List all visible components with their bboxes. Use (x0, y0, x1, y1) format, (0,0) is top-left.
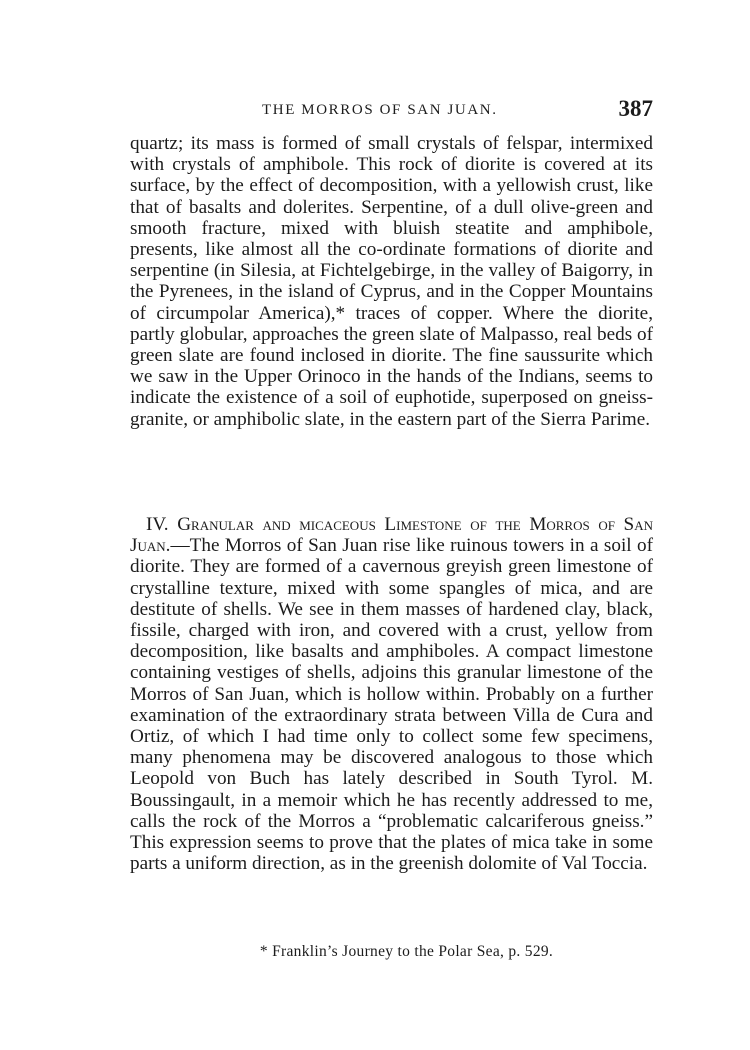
paragraph-text: quartz; its mass is formed of small crystals of felspar, intermixed with crystals of amphibole. This rock of diorite is covered at its surface, by the effect of decomposition, with a yellowish crust, like that of basalts and dolerites. Serpentine, of a dull olive-green and smooth fracture, mixed with bluish steatite and amphibole, presents, like almost all the co-ordinate formations of diorite and serpentine (in Silesia, at Fichtelgebirge, in the valley of Baigorry, in the Pyrenees, in the island of Cyprus, and in the Copper Mountains of circumpolar America),* traces of copper. Where the diorite, partly globular, approaches the green slate of Malpasso, real beds of green slate are found inclosed in diorite. The fine saussurite which we saw in the Upper Orinoco in the hands of the Indians, seems to indicate the existence of a soil of euphotide, superposed on gneiss-granite, or amphibolic slate, in the eastern part of the Sierra Parime. (130, 133, 653, 430)
paragraph-diorite (130, 133, 653, 430)
running-title: THE MORROS OF SAN JUAN. (262, 102, 498, 118)
page-number: 387 (618, 96, 653, 121)
section-number: IV. (146, 514, 169, 535)
section-paragraph-text: —The Morros of San Juan rise like ruinous towers in a soil of diorite. They are formed of a cavernous greyish green limestone of crystalline texture, mixed with some spangles of mica, and are destitute of shells. We see in them masses of hardened clay, black, fissile, charged with iron, and covered with a crust, yellow from decomposition, like basalts and amphiboles. A compact limestone containing vestiges of shells, adjoins this granular limestone of the Morros of San Juan, which is hollow within. Probably on a further examination of the extraordinary strata between Villa de Cura and Ortiz, of which I had time only to collect some few specimens, many phenomena may be discovered analogous to those which Leopold von Buch has lately described in South Tyrol. M. Boussingault, in a memoir which he has recently addressed to me, calls the rock of the Morros a “problematic calcariferous gneiss.” This expression seems to prove that the plates of mica take in some parts a uniform direction, as in the greenish dolomite of Val Toccia. (130, 535, 653, 875)
running-head (130, 98, 653, 124)
section-heading: Granular and micaceous Limestone of the Morros of San Juan. (130, 514, 653, 557)
footnote-text: * Franklin’s Journey to the Polar Sea, p. 529. (259, 943, 554, 960)
section-paragraph (130, 514, 653, 874)
footnote (130, 943, 653, 961)
section-iv (130, 514, 653, 874)
